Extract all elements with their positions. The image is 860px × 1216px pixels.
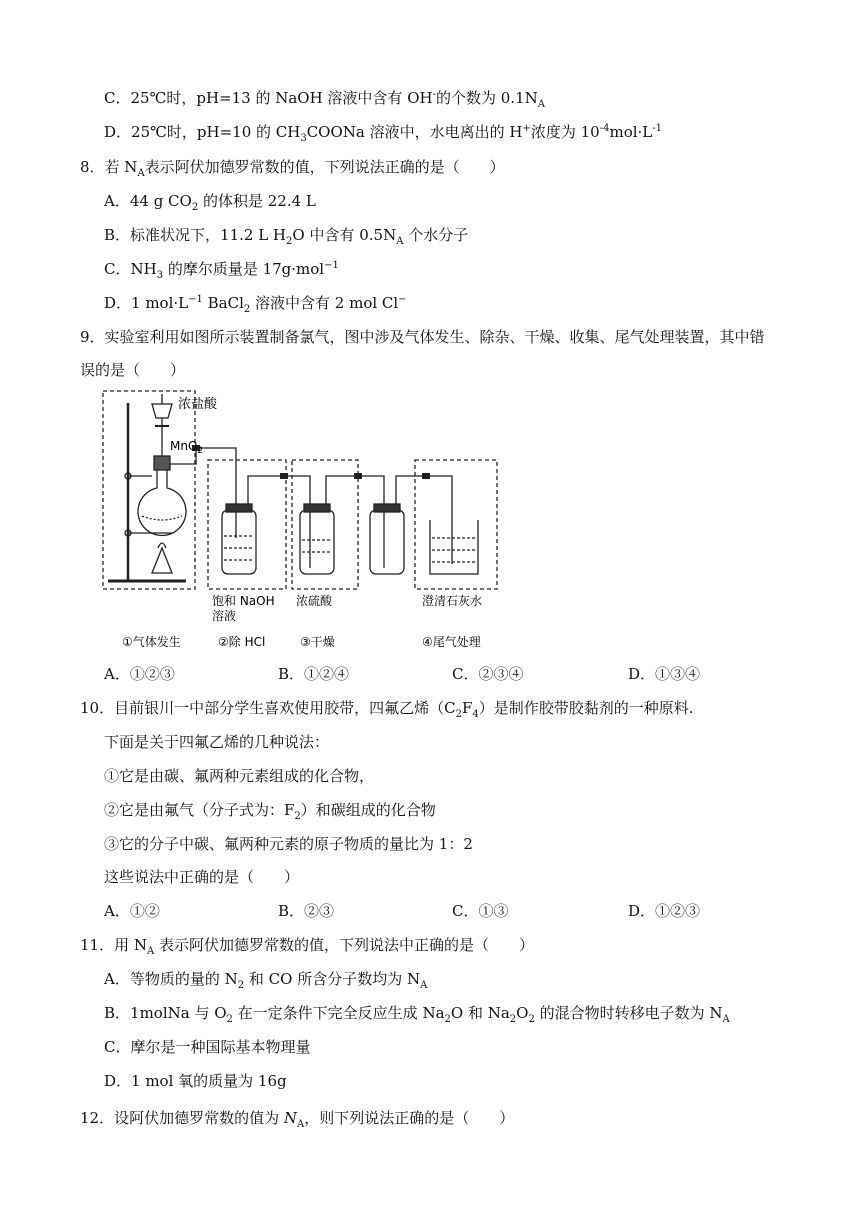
q8-option-a: A．44 g $CO_2$ 的体积是 22.4 L (104, 192, 316, 213)
caption-drying: ③干燥 (300, 635, 335, 649)
q10-option-b: B．②③ (278, 902, 335, 920)
box-gas-generation (103, 391, 195, 589)
q11-option-d: D．1 mol 氧的质量为 16g (104, 1072, 287, 1090)
q10-stem-line1: 10．目前银川一中部分学生喜欢使用胶带，四氟乙烯$(C_2F_4)$是制作胶带胶黏剂的一种原料. (80, 699, 694, 720)
q10-statement-1: ①它是由碳、氟两种元素组成的化合物， (104, 767, 375, 785)
label-naoh: 饱和 NaOH (212, 594, 275, 608)
q11-option-a: A．等物质的量的 $N_2$ 和 CO 所含分子数均为 $N_A$ (104, 970, 428, 991)
chlorine-apparatus-figure (100, 388, 500, 656)
q9-stem-line1: 9．实验室利用如图所示装置制备氯气，图中涉及气体发生、除杂、干燥、收集、尾气处理装置，其中错 (80, 328, 765, 346)
q12-stem: 12．设阿伏加德罗常数的值为 $N_A$，则下列说法正确的是（ ） (80, 1109, 515, 1130)
q10-option-c: C．①③ (452, 902, 509, 920)
q11-option-b: B．1molNa 与 $O_2$ 在一定条件下完全反应生成 $Na_2O$ 和 $Na_2O_2$ 的混合物时转移电子数为 $N_A$ (104, 1004, 730, 1025)
box-drying (292, 460, 358, 589)
q11-stem: 11．用 $N_A$ 表示阿伏加德罗常数的值，下列说法中正确的是（ ） (80, 936, 534, 957)
q10-stem-line2: 下面是关于四氟乙烯的几种说法： (104, 733, 330, 751)
label-conc-hcl: 浓盐酸 (178, 397, 218, 412)
q11-option-c: C．摩尔是一种国际基本物理量 (104, 1038, 311, 1056)
q8-option-c: C．$NH_3$ 的摩尔质量是 17g·mol$^{-1}$ (104, 260, 339, 281)
q10-statement-2: ②它是由氟气（分子式为：$F_2$）和碳组成的化合物 (104, 801, 436, 822)
q7-option-c: C．25℃时，pH=13 的 NaOH 溶液中含有 OH-的个数为 $0.1N_A$ (104, 89, 545, 110)
q8-stem: 8．若 $N_A$表示阿伏加德罗常数的值，下列说法正确的是（ ） (80, 158, 505, 179)
q10-option-d: D．①②③ (628, 902, 701, 920)
caption-remove-hcl: ②除 HCl (218, 635, 266, 649)
label-naoh-solution: 溶液 (212, 609, 237, 623)
q10-statement-3: ③它的分子中碳、氟两种元素的原子物质的量比为 1：2 (104, 835, 473, 853)
caption-gas-generation: ①气体发生 (122, 635, 181, 649)
q9-option-b: B．①②④ (278, 665, 350, 683)
q9-stem-line2: 误的是（ ） (80, 361, 186, 379)
q10-option-a: A．①② (104, 902, 160, 920)
caption-tail-gas: ④尾气处理 (422, 635, 481, 649)
q9-option-c: C．②③④ (452, 665, 524, 683)
q8-option-b: B．标准状况下，11.2 L $H_2O$ 中含有 $0.5N_A$ 个水分子 (104, 226, 469, 247)
label-conc-h2so4: 浓硫酸 (296, 594, 333, 608)
q7-option-d: D．25℃时，pH=10 的 $CH_3COONa$ 溶液中，水电离出的 H+浓度为 $10^{-4}mol\cdot L^{-1}$ (104, 123, 662, 144)
q9-option-d: D．①③④ (628, 665, 701, 683)
box-tail-gas (415, 460, 497, 589)
box-remove-hcl (208, 460, 286, 589)
q8-option-d: D．1 $mol\cdot L^{-1}$ BaCl$_2$ 溶液中含有 2 mol Cl− (104, 294, 407, 315)
label-mno2: MnO$_2$ (170, 439, 204, 456)
q9-option-a: A．①②③ (104, 665, 175, 683)
q10-question: 这些说法中正确的是（ ） (104, 868, 300, 886)
label-limewater: 澄清石灰水 (422, 594, 483, 608)
